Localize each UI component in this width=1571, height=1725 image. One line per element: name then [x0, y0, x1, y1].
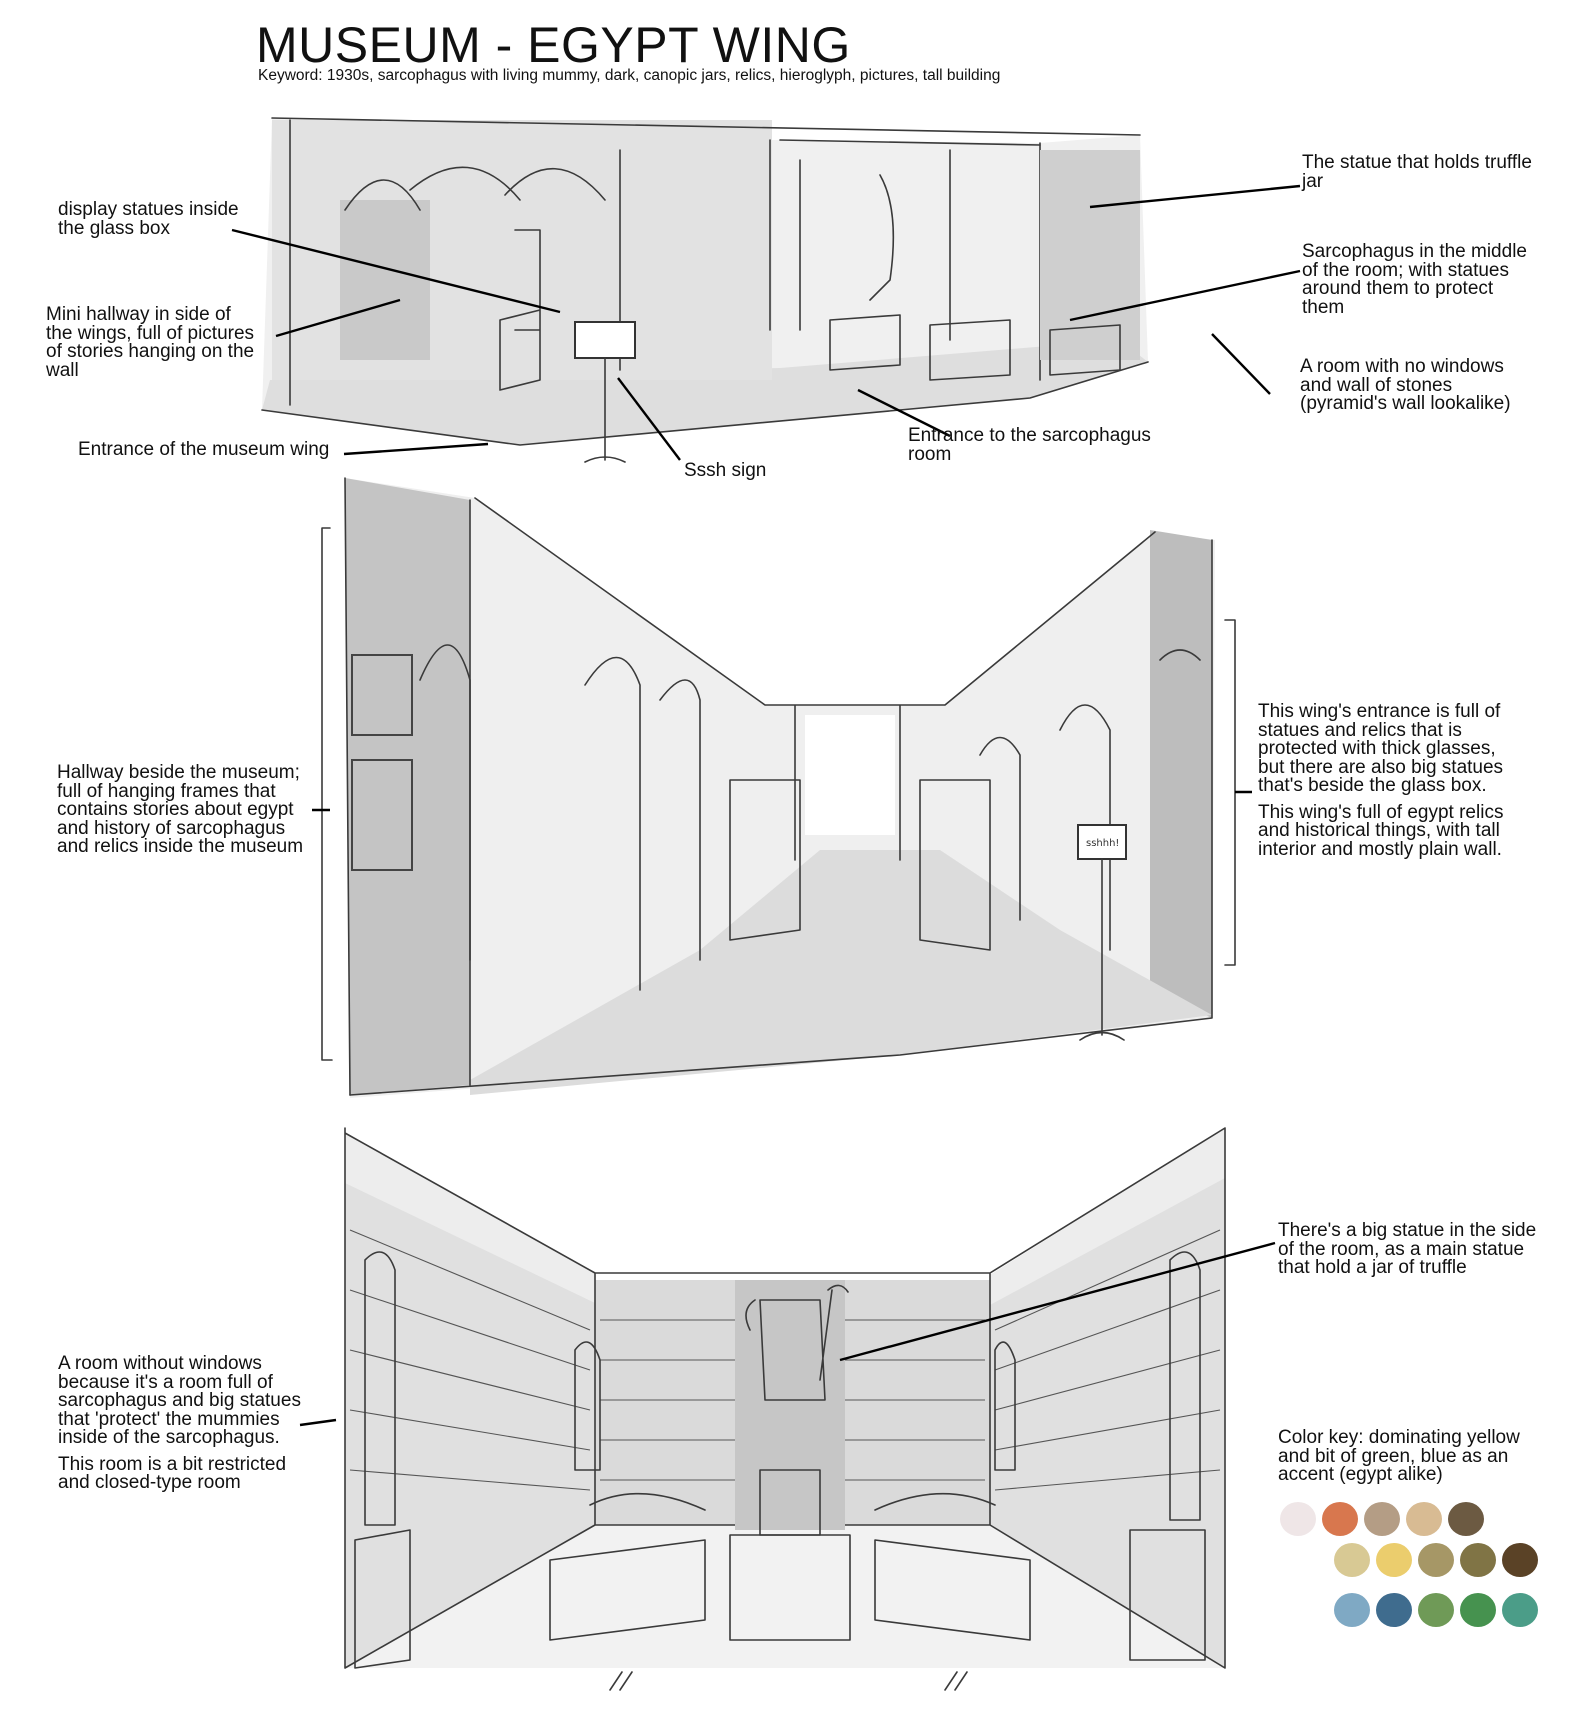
color-swatch [1418, 1543, 1454, 1577]
color-swatch [1376, 1593, 1412, 1627]
sshhh-sign-text: sshhh! [1086, 838, 1120, 849]
note-big-statue: There's a big statue in the side of the room, as a main statue that hold a jar of truffle [1278, 1220, 1537, 1278]
color-swatch [1334, 1593, 1370, 1627]
note-entrance-sarcophagus-room: Entrance to the sarcophagus room [908, 425, 1151, 465]
note-room-without-windows: A room without windows because it's a room full of sarcophagus and big statues that 'protect' the mummies inside of the sarcophagus. [58, 1353, 301, 1448]
color-swatch [1364, 1502, 1400, 1536]
color-swatch [1502, 1593, 1538, 1627]
panel-3-sarcophagus-room-sketch [345, 1128, 1225, 1690]
note-wing-relics: This wing's full of egypt relics and historical things, with tall interior and mostly plain wall. [1258, 801, 1504, 860]
color-swatch [1502, 1543, 1538, 1577]
note-entrance-museum-wing: Entrance of the museum wing [78, 439, 330, 460]
color-swatch [1406, 1502, 1442, 1536]
note-display-statues: display statues inside the glass box [58, 199, 239, 239]
note-sarcophagus-middle: Sarcophagus in the middle of the room; with statues around them to protect them [1302, 241, 1527, 318]
color-swatch [1448, 1502, 1484, 1536]
leader-room-without-windows [300, 1420, 336, 1425]
color-swatch [1334, 1543, 1370, 1577]
keyword-line: Keyword: 1930s, sarcophagus with living mummy, dark, canopic jars, relics, hieroglyph, pictures, tall building [258, 67, 1001, 84]
color-swatch [1460, 1593, 1496, 1627]
note-color-key: Color key: dominating yellow and bit of green, blue as an accent (egypt alike) [1278, 1427, 1520, 1485]
note-hallway-beside-museum: Hallway beside the museum; full of hanging frames that contains stories about egypt and history of sarcophagus and relics inside the museum [57, 762, 304, 857]
panel-2-hallway-sketch [322, 478, 1235, 1098]
panel-1-museum-wing-sketch [262, 118, 1148, 462]
note-sssh-sign: Sssh sign [684, 460, 767, 481]
note-room-no-windows: A room with no windows and wall of stones (pyramid's wall lookalike) [1300, 356, 1511, 414]
note-restricted-room: This room is a bit restricted and closed-type room [58, 1453, 287, 1493]
color-swatch [1322, 1502, 1358, 1536]
leader-entrance-wing [344, 444, 488, 454]
note-statue-truffle-jar: The statue that holds truffle jar [1302, 152, 1532, 192]
color-swatch [1418, 1593, 1454, 1627]
note-wing-entrance: This wing's entrance is full of statues and relics that is protected with thick glasses, but there are also big statues that's beside the glass box. [1258, 701, 1504, 796]
color-swatch [1460, 1543, 1496, 1577]
note-mini-hallway: Mini hallway in side of the wings, full of pictures of stories hanging on the wall [46, 304, 255, 381]
leader-room-no-windows [1212, 334, 1270, 394]
color-swatch [1280, 1502, 1316, 1536]
page-title: MUSEUM - EGYPT WING [256, 17, 851, 73]
color-swatch [1376, 1543, 1412, 1577]
